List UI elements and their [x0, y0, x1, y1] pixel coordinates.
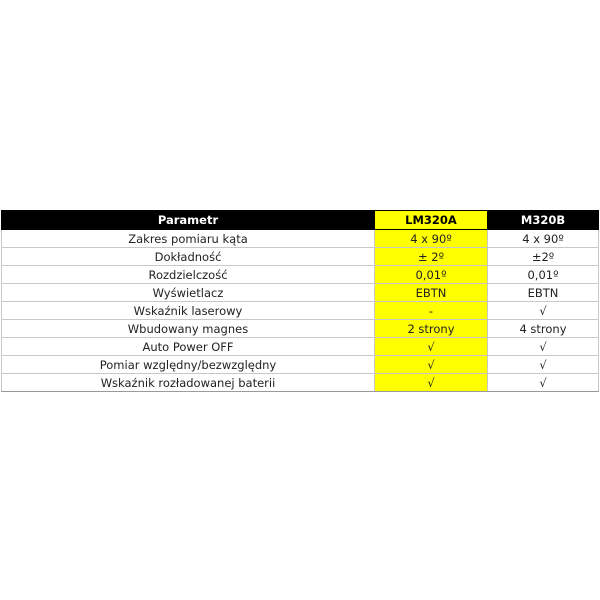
param-cell: Wskaźnik laserowy	[2, 302, 375, 320]
lm320a-cell: EBTN	[375, 284, 488, 302]
param-cell: Rozdzielczość	[2, 266, 375, 284]
comparison-table	[1, 210, 599, 392]
lm320a-cell: 4 x 90º	[375, 230, 488, 248]
table-header-row	[2, 211, 599, 230]
lm320a-cell: √	[375, 356, 488, 374]
table-row	[2, 302, 599, 320]
table-row	[2, 356, 599, 374]
m320b-cell: ±2º	[488, 248, 599, 266]
table-row	[2, 230, 599, 248]
header-parametr: Parametr	[2, 211, 375, 230]
param-cell: Auto Power OFF	[2, 338, 375, 356]
param-cell: Wskaźnik rozładowanej baterii	[2, 374, 375, 392]
lm320a-cell: 2 strony	[375, 320, 488, 338]
m320b-cell: √	[488, 374, 599, 392]
lm320a-cell: √	[375, 338, 488, 356]
lm320a-cell: ± 2º	[375, 248, 488, 266]
table-row	[2, 248, 599, 266]
m320b-cell: √	[488, 338, 599, 356]
table-row	[2, 338, 599, 356]
param-cell: Zakres pomiaru kąta	[2, 230, 375, 248]
table-row	[2, 374, 599, 392]
param-cell: Pomiar względny/bezwzględny	[2, 356, 375, 374]
m320b-cell: √	[488, 302, 599, 320]
m320b-cell: 0,01º	[488, 266, 599, 284]
table-row	[2, 284, 599, 302]
m320b-cell: √	[488, 356, 599, 374]
m320b-cell: 4 x 90º	[488, 230, 599, 248]
table-row	[2, 320, 599, 338]
lm320a-cell: 0,01º	[375, 266, 488, 284]
param-cell: Wbudowany magnes	[2, 320, 375, 338]
lm320a-cell: √	[375, 374, 488, 392]
header-lm320a: LM320A	[375, 211, 488, 230]
param-cell: Wyświetlacz	[2, 284, 375, 302]
m320b-cell: 4 strony	[488, 320, 599, 338]
table-row	[2, 266, 599, 284]
header-m320b: M320B	[488, 211, 599, 230]
lm320a-cell: -	[375, 302, 488, 320]
param-cell: Dokładność	[2, 248, 375, 266]
m320b-cell: EBTN	[488, 284, 599, 302]
